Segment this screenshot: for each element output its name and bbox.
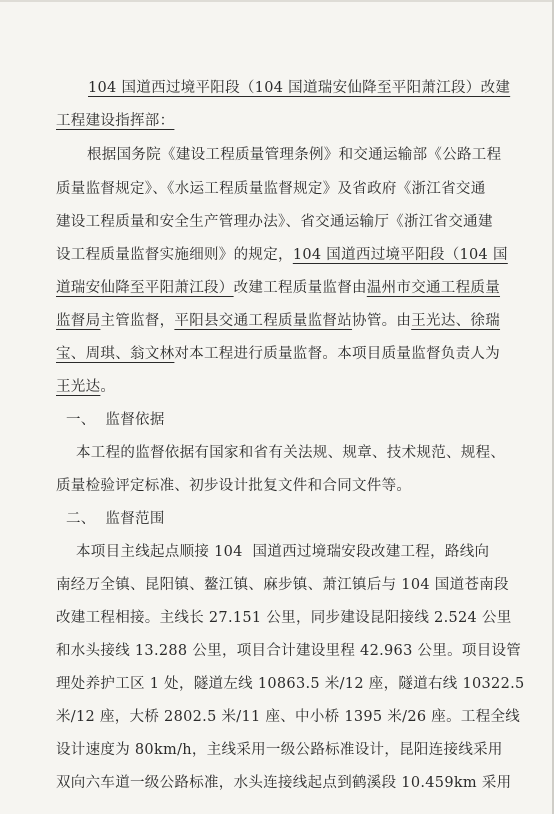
section-2-line-4: 和水头接线 13.288 公里，项目合计建设里程 42.963 公里。项目设管 xyxy=(56,643,522,659)
intro-line-6 xyxy=(56,311,500,331)
supervising-authority-underlined: 温州市交通工程质量 xyxy=(366,280,501,296)
responsible-person-underlined: 王光达 xyxy=(56,379,101,395)
intro-text: 对本工程进行质量监督。本项目质量监督负责人为 xyxy=(174,346,501,362)
intro-line-5 xyxy=(56,278,500,298)
heading-line-2: 工程建设指挥部： xyxy=(56,113,175,129)
section-2-line-1: 本项目主线起点顺接 104 国道西过境瑞安段改建工程，路线向 xyxy=(76,544,490,560)
intro-text: 设工程质量监督实施细则》的规定， xyxy=(56,247,293,263)
section-1-line-2: 质量检验评定标准、初步设计批复文件和合同文件等。 xyxy=(56,478,412,494)
intro-text: 协管。由 xyxy=(352,313,412,329)
section-1-title: 一、 监督依据 xyxy=(66,412,165,428)
section-2-line-8: 双向六车道一级公路标准，水头连接线起点到鹤溪段 10.459km 采用 xyxy=(56,775,512,791)
scan-edge-top xyxy=(0,0,554,2)
intro-line-3: 建设工程质量和安全生产管理办法》、省交通运输厅《浙江省交通建 xyxy=(56,214,493,230)
section-2-line-6: 米/12 座，大桥 2802.5 米/11 座、中小桥 1395 米/26 座。工程全线 xyxy=(56,709,521,725)
section-1-line-1: 本工程的监督依据有国家和省有关法规、规章、技术规范、规程、 xyxy=(76,445,506,461)
intro-text: 改建工程质量监督由 xyxy=(233,280,367,296)
intro-text: 主管监督， xyxy=(100,313,175,329)
assisting-station-underlined: 平阳县交通工程质量监督站 xyxy=(174,313,353,329)
project-name-underlined: 104 国道西过境平阳段（104 国 xyxy=(292,247,508,263)
intro-line-2: 质量监督规定》、《水运工程质量监督规定》及省政府《浙江省交通 xyxy=(56,181,486,197)
supervisor-names-underlined: 宝、周琪、翁文林 xyxy=(56,346,175,362)
section-2-line-5: 理处养护工区 1 处，隧道左线 10863.5 米/12 座，隧道右线 10322.5 xyxy=(56,676,525,692)
intro-line-8 xyxy=(56,377,115,397)
section-2-line-3: 改建工程相接。主线长 27.151 公里，同步建设昆阳接线 2.524 公里 xyxy=(56,610,512,626)
intro-text: 。 xyxy=(100,379,116,395)
intro-line-1: 根据国务院《建设工程质量管理条例》和交通运输部《公路工程 xyxy=(87,147,502,163)
intro-line-4 xyxy=(56,245,508,265)
supervising-authority-underlined: 监督局 xyxy=(56,313,101,329)
supervisor-names-underlined: 王光达、徐瑞 xyxy=(411,313,501,329)
intro-line-7 xyxy=(56,344,500,364)
section-2-line-2: 南经万全镇、昆阳镇、鳌江镇、麻步镇、萧江镇后与 104 国道苍南段 xyxy=(56,577,509,593)
project-name-underlined: 道瑞安仙降至平阳萧江段） xyxy=(56,280,234,296)
section-2-title: 二、 监督范围 xyxy=(66,511,165,527)
heading-line-1: 104 国道西过境平阳段（104 国道瑞安仙降至平阳萧江段）改建 xyxy=(88,80,511,96)
section-2-line-7: 设计速度为 80km/h，主线采用一级公路标准设计，昆阳连接线采用 xyxy=(56,742,503,758)
